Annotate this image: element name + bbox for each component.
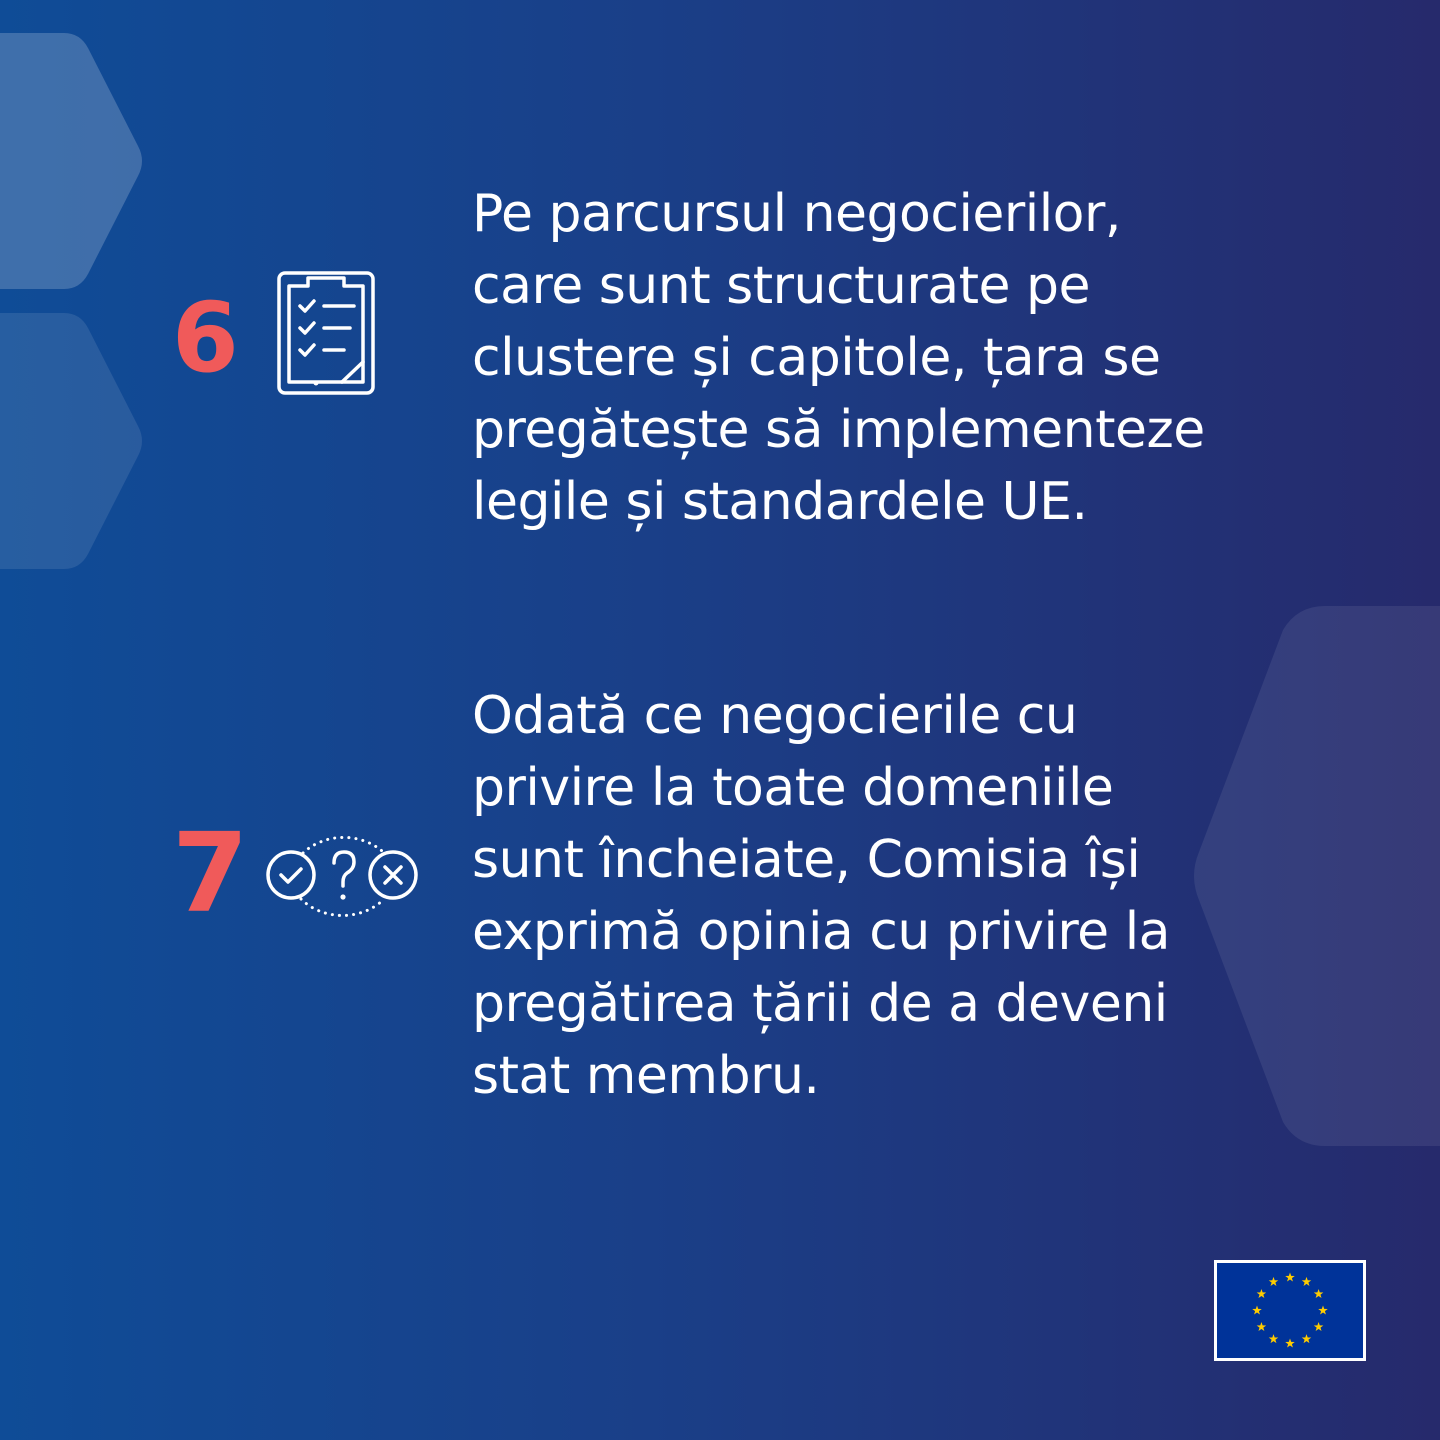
step-7-text	[472, 680, 1332, 1112]
step-7-line: pregătirea țării de a deveni	[472, 974, 1168, 1034]
step-7-line: sunt încheiate, Comisia își	[472, 830, 1141, 890]
step-7-line: stat membru.	[472, 1046, 820, 1106]
decorative-hexagon-mid-left	[0, 310, 146, 572]
step-6-line: legile și standardele UE.	[472, 472, 1088, 532]
step-number-7: 7	[172, 809, 249, 937]
step-6-line: pregătește să implementeze	[472, 400, 1205, 460]
eu-flag-icon	[1214, 1260, 1366, 1361]
clipboard-checklist-icon	[276, 270, 376, 396]
step-7-line: Odată ce negocierile cu	[472, 686, 1078, 746]
step-6-line: clustere și capitole, țara se	[472, 328, 1161, 388]
step-7-line: exprimă opinia cu privire la	[472, 902, 1171, 962]
decision-check-question-cross-icon	[264, 815, 420, 935]
step-number-6: 6	[172, 282, 239, 394]
step-7-line: privire la toate domeniile	[472, 758, 1114, 818]
step-6-line: Pe parcursul negocierilor,	[472, 184, 1121, 244]
step-6-text	[472, 178, 1332, 538]
decorative-hexagon-top-left	[0, 30, 146, 292]
step-6-line: care sunt structurate pe	[472, 256, 1091, 316]
